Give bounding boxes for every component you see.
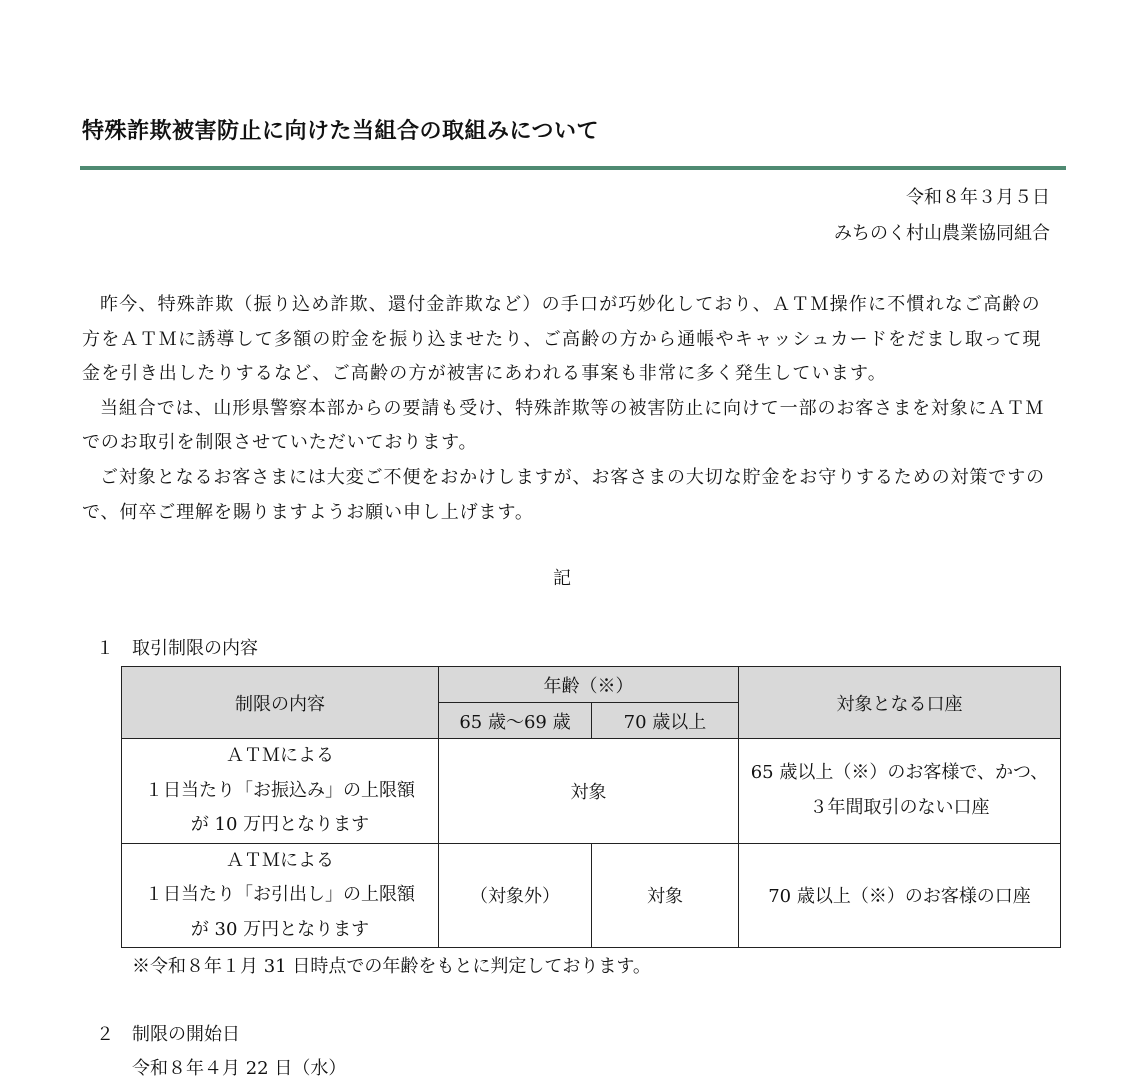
row-2-accounts: 70 歳以上（※）のお客様の口座 <box>739 843 1061 948</box>
row-2-restriction-line-2: １日当たり「お引出し」の上限額 <box>145 884 415 905</box>
header-restriction: 制限の内容 <box>122 667 439 739</box>
header-age-65-69: 65 歳～69 歳 <box>439 703 592 739</box>
section-1-heading <box>96 636 258 662</box>
section-1-title: 取引制限の内容 <box>132 638 258 659</box>
section-2-title: 制限の開始日 <box>132 1024 240 1045</box>
row-1-restriction-line-3: が 10 万円となります <box>190 814 370 835</box>
row-1-restriction <box>122 739 439 844</box>
start-date: 令和８年４月 22 日（水） <box>132 1058 347 1079</box>
row-1-accounts-line-1: 65 歳以上（※）のお客様で、かつ、 <box>750 762 1049 784</box>
header-age-70: 70 歳以上 <box>592 703 739 739</box>
paragraph-2: 当組合では、山形県警察本部からの要請も受け、特殊詐欺等の被害防止に向けて一部のお客さまを対象にＡＴＭでのお取引を制限させていただいております。 <box>82 397 1045 454</box>
row-2-restriction-line-3: が 30 万円となります <box>190 918 370 940</box>
row-2-age-65-69: （対象外） <box>439 843 592 948</box>
row-1-accounts-line-2: ３年間取引のない口座 <box>809 796 990 818</box>
row-2-restriction <box>122 843 439 948</box>
row-2-age-70: 対象 <box>592 843 739 948</box>
row-1-restriction-line-1: ＡＴＭによる <box>226 745 334 766</box>
age-note: ※令和８年１月 31 日時点での年齢をもとに判定しております。 <box>132 956 651 977</box>
header-accounts: 対象となる口座 <box>739 667 1061 739</box>
section-2-heading <box>96 1022 240 1048</box>
section-2-number: ２ <box>96 1024 114 1045</box>
body-text <box>82 288 1050 530</box>
row-1-accounts <box>739 739 1061 844</box>
row-1-restriction-line-2: １日当たり「お振込み」の上限額 <box>145 779 415 801</box>
header-age: 年齢（※） <box>439 667 739 703</box>
title-underline <box>80 166 1066 170</box>
paragraph-3: ご対象となるお客さまには大変ご不便をおかけしますが、お客さまの大切な貯金をお守りするための対策ですので、何卒ご理解を賜りますようお願い申し上げます。 <box>82 466 1045 523</box>
paragraph-1: 昨今、特殊詐欺（振り込め詐欺、還付金詐欺など）の手口が巧妙化しており、ＡＴＭ操作に不慣れなご高齢の方をＡＴＭに誘導して多額の貯金を振り込ませたり、ご高齢の方から通帳やキャッシュカードをだまし取って現金を引き出したりするなど、ご高齢の方が被害にあわれる事案も非常に多く発生しています。 <box>82 294 1042 385</box>
row-2-restriction-line-1: ＡＴＭによる <box>226 849 334 871</box>
issue-date: 令和８年３月５日 <box>906 187 1050 208</box>
organization-name: みちのく村山農業協同組合 <box>834 223 1050 244</box>
row-1-target: 対象 <box>439 739 739 844</box>
restriction-table <box>121 666 1061 948</box>
ki-heading: 記 <box>553 568 571 589</box>
section-1-number: １ <box>96 638 114 659</box>
document-title: 特殊詐欺被害防止に向けた当組合の取組みについて <box>82 119 600 144</box>
